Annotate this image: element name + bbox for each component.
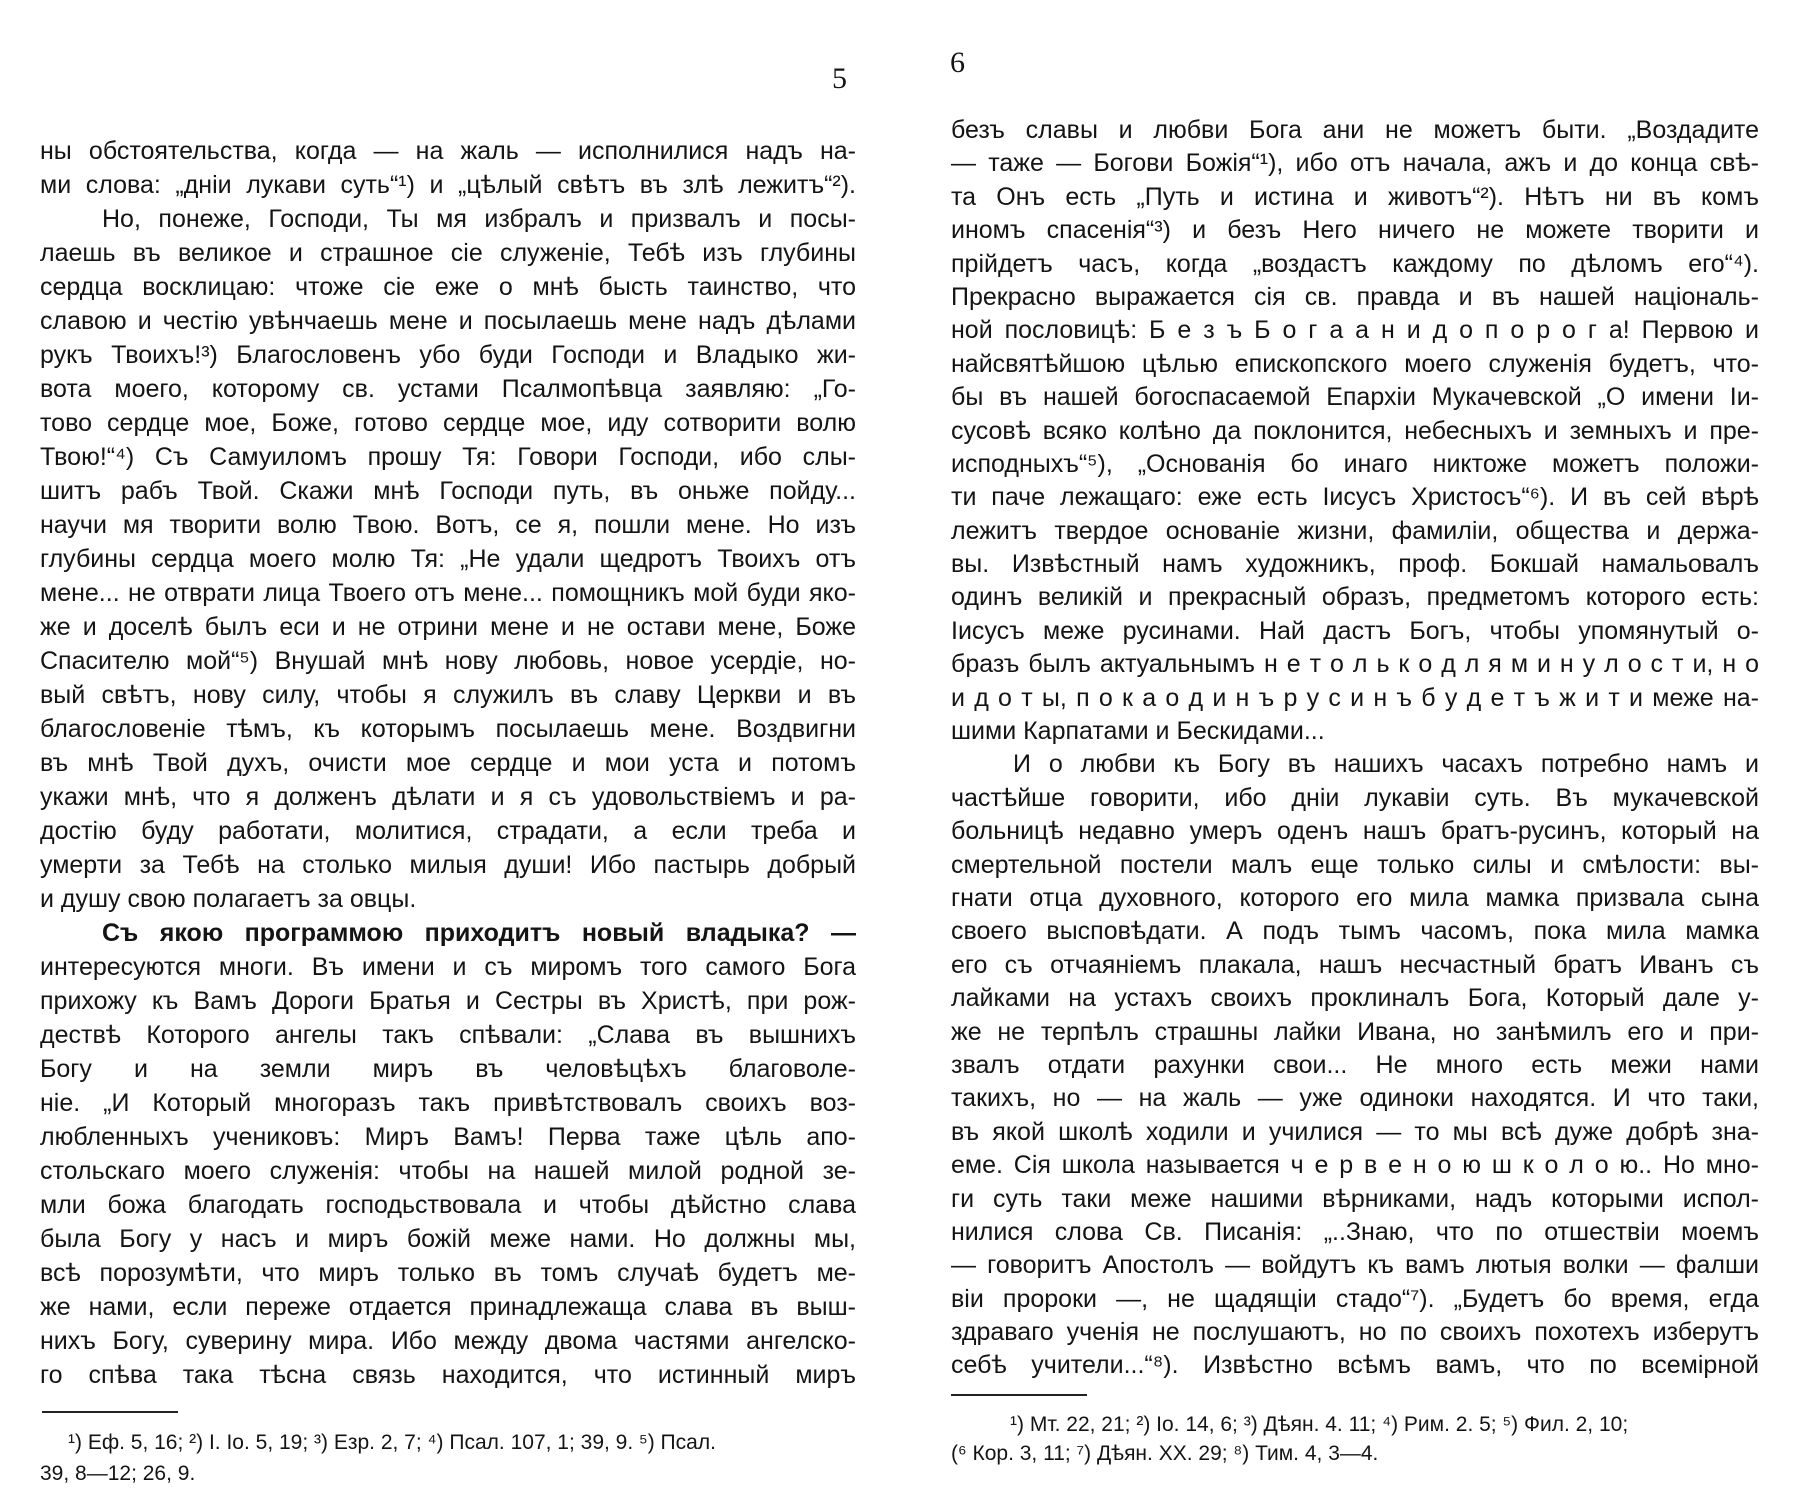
text-line: научи мя творити волю Твою. Вотъ, се я, пошли мене. Но изъ — [40, 511, 856, 539]
footnote-divider — [42, 1411, 178, 1413]
text-line: ніе. „И Который многоразъ такъ привѣтствовалъ своихъ воз- — [40, 1089, 856, 1117]
text-line: вый свѣтъ, нову силу, чтобы я служилъ въ славу Церкви и въ — [40, 681, 856, 709]
footnote-line: (⁶ Кор. 3, 11; ⁷) Дѣян. XX. 29; ⁸) Тим. 4, 3—4. — [951, 1442, 1379, 1465]
text-line: звалъ отдати рахунки свои... Не много есть межи нами — [951, 1050, 1759, 1079]
text-line: Съ якою программою приходитъ новый владыка? — — [102, 919, 856, 947]
text-line: віи пророки —, не щадящіи стадо“⁷). „Будетъ бо время, егда — [951, 1284, 1759, 1313]
text-line: безъ славы и любви Бога ани не можетъ быти. „Воздадите — [951, 116, 1759, 144]
text-line: нилися слова Св. Писанія: „..Знаю, что по отшествіи моемъ — [951, 1217, 1759, 1246]
text-line: ной пословицѣ: Б е з ъ Б о г а а н и д о п о р о г а! Первою и — [951, 316, 1759, 345]
text-line: мене... не отврати лица Твоего отъ мене... помощникъ мой буди яко- — [40, 579, 856, 607]
text-line: же не терпѣлъ страшны лайки Ивана, но занѣмилъ его и при- — [951, 1017, 1759, 1046]
footnote-line: ¹) Мт. 22, 21; ²) Io. 14, 6; ³) Дѣян. 4. 11; ⁴) Рим. 2. 5; ⁵) Фил. 2, 10; — [1010, 1413, 1629, 1436]
text-line: исподныхъ“⁵), „Основанія бо инаго никтоже можетъ положи- — [951, 449, 1759, 478]
text-line: еме. Сія школа называется ч е р в е н о ю ш к о л о ю.. Но мно- — [951, 1151, 1759, 1180]
text-line: такихъ, но — на жаль — уже одиноки находятся. И что таки, — [951, 1084, 1759, 1113]
text-line: умерти за Тебѣ на столько милыя души! Ибо пастырь добрый — [40, 851, 856, 879]
text-line: укажи мнѣ, что я долженъ дѣлати и я съ удовольствіемъ и ра- — [40, 783, 856, 811]
text-line: лежитъ твердое основаніе жизни, фамиліи, общества и держа- — [951, 516, 1759, 545]
text-line: достію буду работати, молитися, страдати, а если треба и — [40, 817, 856, 845]
text-line: смертельной постели малъ еще только силы и смѣлости: вы- — [951, 850, 1759, 879]
text-line: бразъ былъ актуальнымъ н е т о л ь к о д л я м и н у л о с т и, н о — [951, 650, 1759, 679]
text-line: дествѣ Которого ангелы такъ спѣвали: „Слава въ вышнихъ — [40, 1021, 856, 1049]
text-line: въ мнѣ Твой духъ, очисти мое сердце и мои уста и потомъ — [40, 749, 856, 777]
text-line: стольскаго моего служенія: чтобы на нашей милой родной зе- — [40, 1157, 856, 1185]
text-line: Іисусъ меже русинами. Най дастъ Богъ, чтобы упомянутый о- — [951, 616, 1759, 645]
text-line: была Богу у насъ и миръ божій меже нами. Но должны мы, — [40, 1225, 856, 1253]
text-line: одинъ великій и прекрасный образъ, предметомъ которого есть: — [951, 583, 1759, 612]
text-line: Но, понеже, Господи, Ты мя избралъ и призвалъ и посы- — [102, 205, 856, 233]
text-line: ны обстоятельства, когда — на жаль — исполнилися надъ на- — [40, 137, 856, 165]
page-6-text — [951, 114, 1759, 1383]
text-line: всѣ порозумѣти, что миръ только въ томъ случаѣ будетъ ме- — [40, 1259, 856, 1287]
text-line: И о любви къ Богу въ нашихъ часахъ потребно намъ и — [1013, 750, 1759, 779]
page-number: 6 — [950, 46, 965, 79]
text-line: и д о т ы, п о к а о д и н ъ р у с и н ъ б у д е т ъ ж и т и меже на- — [951, 683, 1759, 712]
page-number: 5 — [832, 62, 847, 95]
text-line: тово сердце мое, Боже, готово сердце мое, иду сотворити волю — [40, 409, 856, 437]
text-line: ги суть таки меже нашими вѣрниками, надъ которыми испол- — [951, 1184, 1759, 1213]
text-line: Прекрасно выражается сія св. правда и въ нашей національ- — [951, 282, 1759, 311]
text-line: Твою!“⁴) Съ Самуиломъ прошу Тя: Говори Господи, ибо слы- — [40, 443, 856, 471]
text-line: ти паче лежащаго: еже есть Іисусъ Христосъ“⁶). И въ сей вѣрѣ — [951, 483, 1759, 512]
text-line: ми слова: „днiи лукави суть“¹) и „цѣлый свѣтъ въ злѣ лежитъ“²). — [40, 171, 856, 199]
text-line: найсвятѣйшою цѣлью епископского моего служенія будетъ, что- — [951, 349, 1759, 378]
text-line: здраваго ученія не послушаютъ, но по своихъ похотехъ изберутъ — [951, 1318, 1759, 1347]
text-line: мли божа благодать господьствовала и чтобы дѣйстно слава — [40, 1191, 856, 1219]
text-line: рукъ Твоихъ!³) Благословенъ убо буди Господи и Владыко жи- — [40, 341, 856, 369]
text-line: прихожу къ Вамъ Дороги Братья и Сестры въ Христѣ, при рож- — [40, 987, 856, 1015]
text-line: сусовѣ всяко колѣно да поклонится, небесныхъ и земныхъ и пре- — [951, 416, 1759, 445]
text-line: Богу и на земли миръ въ человѣцѣхъ благоволе- — [40, 1055, 856, 1083]
text-line: вота моего, которому св. устами Псалмопѣвца заявляю: „Го- — [40, 375, 856, 403]
text-line: интересуются многи. Въ имени и съ миромъ того самого Бога — [40, 953, 856, 981]
footnote-divider — [951, 1394, 1087, 1396]
text-line: прійдетъ часъ, когда „воздастъ каждому по дѣломъ его“⁴). — [951, 249, 1759, 278]
text-line: же и доселѣ былъ еси и не отрини мене и не остави мене, Боже — [40, 613, 856, 641]
text-line: шитъ рабъ Твой. Скажи мнѣ Господи путь, въ оньже пойду... — [40, 477, 856, 505]
text-line: въ якой школѣ ходили и училися — то мы всѣ дуже добрѣ зна- — [951, 1117, 1759, 1146]
page-5-text — [40, 134, 856, 1392]
text-line: себѣ учители...“⁸). Извѣстно всѣмъ вамъ, что по всемірной — [951, 1351, 1759, 1380]
text-line: — таже — Богови Божія“¹), ибо отъ начала, ажъ и до конца свѣ- — [951, 149, 1759, 178]
text-line: благословеніе тѣмъ, къ которымъ посылаешь мене. Воздвигни — [40, 715, 856, 743]
text-line: лаешь въ великое и страшное сіе служеніе, Тебѣ изъ глубины — [40, 239, 856, 267]
text-line: же нами, если переже отдается принадлежаща слава въ выш- — [40, 1293, 856, 1321]
text-line: любленныхъ учениковъ: Миръ Вамъ! Перва таже цѣль апо- — [40, 1123, 856, 1151]
footnote-line: ¹) Еф. 5, 16; ²) I. Io. 5, 19; ³) Езр. 2, 7; ⁴) Псал. 107, 1; 39, 9. ⁵) Псал. — [68, 1431, 716, 1454]
text-line: вы. Извѣстный намъ художникъ, проф. Бокшай намальовалъ — [951, 550, 1759, 579]
text-line: нихъ Богу, суверину мира. Ибо между двома частями ангелско- — [40, 1327, 856, 1355]
text-line: иномъ спасенія“³) и безъ Него ничего не можете творити и — [951, 216, 1759, 245]
text-line: го спѣва така тѣсна связь находится, что истинный миръ — [40, 1361, 856, 1389]
text-line: его съ отчаяніемъ плакала, нашъ несчастный братъ Иванъ съ — [951, 950, 1759, 979]
text-line: глубины сердца моего молю Тя: „Не удали щедротъ Твоихъ отъ — [40, 545, 856, 573]
text-line: и душу свою полагаетъ за овцы. — [40, 885, 417, 913]
footnote-line: 39, 8—12; 26, 9. — [40, 1462, 196, 1485]
text-line: та Онъ есть „Путь и истина и животъ“²). Нѣтъ ни въ комъ — [951, 182, 1759, 211]
text-line: частѣйше говорити, ибо дніи лукавіи суть. Въ мукачевской — [951, 783, 1759, 812]
text-line: лайками на устахъ своихъ проклиналъ Бога, Который дале у- — [951, 984, 1759, 1013]
text-line: сердца восклицаю: чтоже сіе еже о мнѣ бысть таинство, что — [40, 273, 856, 301]
text-line: гнати отца духовного, которого его мила мамка призвала сына — [951, 883, 1759, 912]
text-line: бы въ нашей богоспасаемой Епархіи Мукачевской „О имени Іи- — [951, 383, 1759, 412]
text-line: шими Карпатами и Бескидами... — [951, 717, 1325, 746]
text-line: — говоритъ Апостолъ — войдутъ къ вамъ лютыя волки — фалши — [951, 1251, 1759, 1280]
text-line: славою и честію увѣнчаешь мене и посылаешь мене надъ дѣлами — [40, 307, 856, 335]
text-line: больницѣ недавно умеръ оденъ нашъ братъ-русинъ, который на — [951, 817, 1759, 846]
text-line: Спасителю мой“⁵) Внушай мнѣ нову любовь, новое усердіе, но- — [40, 647, 856, 675]
text-line: своего высповѣдати. А подъ тымъ часомъ, пока мила мамка — [951, 917, 1759, 946]
